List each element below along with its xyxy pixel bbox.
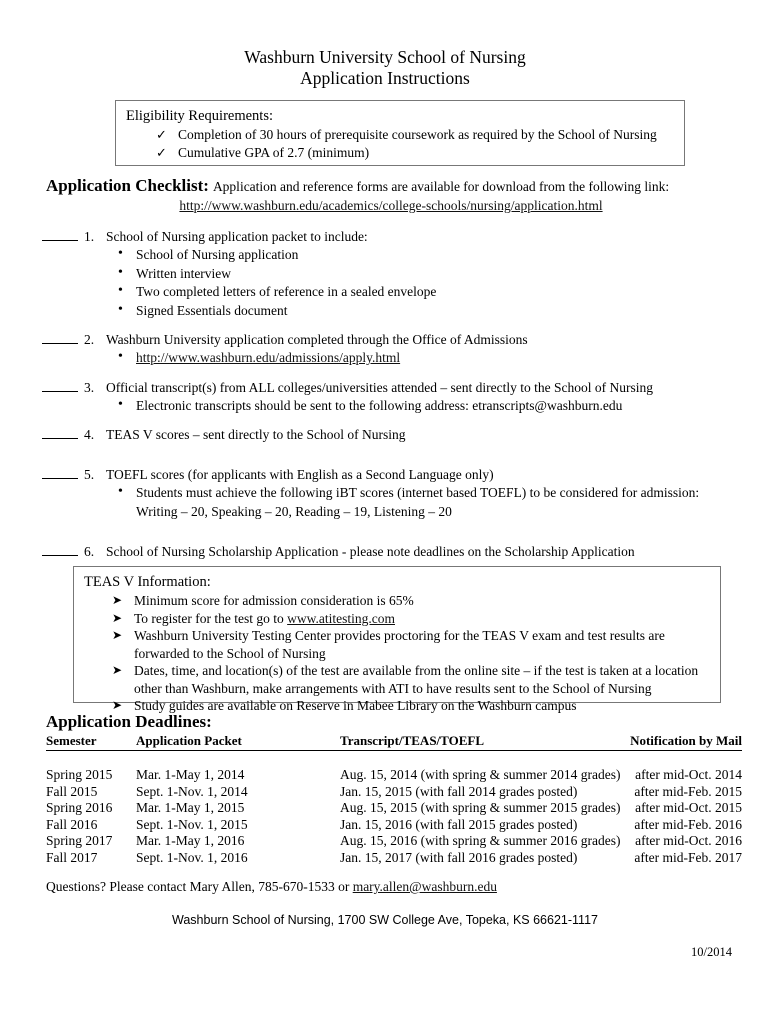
sub-item-text: Students must achieve the following iBT scores (internet based TOEFL) to be considered for admission: (136, 485, 700, 500)
admissions-apply-link[interactable]: http://www.washburn.edu/admissions/apply.html (136, 350, 401, 365)
arrow-icon: ➤ (112, 610, 123, 625)
list-item (42, 246, 742, 265)
item-text: Washburn University application completed through the Office of Admissions (106, 332, 528, 347)
application-checklist-header (46, 176, 736, 213)
spacer (42, 455, 742, 466)
checklist-item-4 (42, 426, 742, 444)
table-row (46, 767, 742, 784)
teas-heading: TEAS V Information: (84, 574, 211, 590)
spacer (42, 521, 742, 532)
sub-list (42, 484, 742, 521)
bullet-icon: • (118, 301, 123, 317)
list-item (126, 144, 674, 162)
column-header-transcript: Transcript/TEAS/TOEFL (340, 733, 630, 751)
cell-packet: Sept. 1-Nov. 1, 2015 (136, 816, 248, 832)
checklist-item-line (42, 466, 742, 484)
list-item (42, 302, 742, 321)
bullet-icon: • (118, 484, 123, 499)
sub-item-continuation: Writing – 20, Speaking – 20, Reading – 19, Listening – 20 (136, 503, 452, 519)
cell-packet: Sept. 1-Nov. 1, 2016 (136, 849, 248, 865)
bullet-icon: • (118, 396, 123, 412)
cell-semester: Fall 2015 (46, 783, 98, 799)
deadlines-title: Application Deadlines: (46, 712, 212, 731)
cell-semester: Fall 2016 (46, 816, 98, 832)
checklist-item-line (42, 228, 742, 246)
teas-item-text: Study guides are available on Reserve in Mabee Library on the Washburn campus (134, 698, 577, 713)
item-text: School of Nursing Scholarship Application - please note deadlines on the Scholarship Application (106, 544, 635, 559)
table-header-row (46, 733, 742, 751)
teas-item-continuation: other than Washburn, make arrangements with ATI to have results sent to the School of Nursing (134, 680, 652, 696)
list-item (42, 349, 742, 368)
atitesting-link[interactable]: www.atitesting.com (287, 610, 395, 626)
table-row (46, 850, 742, 867)
sub-item-text: Two completed letters of reference in a sealed envelope (136, 284, 437, 299)
table-row (46, 784, 742, 801)
bullet-icon: • (118, 349, 123, 364)
eligibility-list (126, 126, 674, 161)
bullet-icon: • (118, 264, 123, 280)
application-form-link[interactable]: http://www.washburn.edu/academics/college-schools/nursing/application.html (179, 198, 603, 213)
checklist-item-2 (42, 331, 742, 368)
sub-item-text: Electronic transcripts should be sent to the following address: etranscripts@washburn.edu (136, 397, 623, 413)
teas-item-continuation: forwarded to the School of Nursing (134, 645, 326, 661)
list-item (84, 662, 710, 697)
arrow-icon: ➤ (112, 698, 123, 712)
sub-item-text: Signed Essentials document (136, 302, 288, 318)
eligibility-heading: Eligibility Requirements: (126, 108, 273, 124)
checkoff-blank[interactable] (42, 391, 78, 392)
column-header-application-packet: Application Packet (136, 733, 340, 751)
cell-notification: after mid-Oct. 2014 (635, 767, 742, 782)
sub-item-text: Written interview (136, 265, 232, 281)
spacer (42, 532, 742, 543)
column-header-semester: Semester (46, 733, 136, 751)
column-header-notification: Notification by Mail (630, 733, 742, 751)
table-spacer-row (46, 751, 742, 768)
checklist-items (42, 228, 742, 561)
cell-transcript: Jan. 15, 2016 (with fall 2015 grades posted) (340, 816, 578, 832)
teas-item-text: Dates, time, and location(s) of the test are available from the online site – if the test is taken at a location (134, 663, 699, 678)
cell-notification: after mid-Feb. 2017 (634, 849, 742, 865)
table-row (46, 800, 742, 817)
teas-information-box (73, 566, 721, 713)
list-item (42, 265, 742, 284)
list-item (42, 397, 742, 416)
check-icon: ✓ (156, 144, 167, 160)
checklist-intro: Application and reference forms are available for download from the following link: (212, 179, 670, 194)
revision-date: 10/2014 (691, 945, 732, 959)
list-item (42, 283, 742, 302)
item-number: 6. (84, 544, 95, 559)
spacer (42, 368, 742, 379)
checkoff-blank[interactable] (42, 343, 78, 344)
list-item (42, 484, 742, 521)
cell-transcript: Aug. 15, 2016 (with spring & summer 2016 grades) (340, 833, 621, 849)
page-title (0, 0, 770, 89)
item-text: TEAS V scores – sent directly to the School of Nursing (106, 427, 406, 442)
cell-packet: Mar. 1-May 1, 2016 (136, 833, 245, 849)
spacer (42, 415, 742, 426)
cell-notification: after mid-Feb. 2016 (634, 816, 742, 832)
questions-line (46, 879, 497, 895)
list-item (84, 610, 710, 628)
spacer (42, 444, 742, 455)
cell-semester: Spring 2016 (46, 800, 113, 816)
teas-item-text: To register for the test go to (134, 610, 288, 626)
cell-semester: Spring 2015 (46, 767, 113, 782)
item-text: TOEFL scores (for applicants with English as a Second Language only) (106, 467, 494, 482)
arrow-icon: ➤ (112, 628, 123, 642)
teas-item-text: Minimum score for admission consideration is 65% (134, 593, 414, 608)
bullet-icon: • (118, 283, 123, 298)
arrow-icon: ➤ (112, 663, 123, 677)
sub-item-text: School of Nursing application (136, 247, 299, 262)
eligibility-item-text: Completion of 30 hours of prerequisite coursework as required by the School of Nursing (178, 127, 657, 142)
arrow-icon: ➤ (112, 593, 123, 607)
list-item (84, 592, 710, 610)
checkoff-blank[interactable] (42, 438, 78, 439)
cell-packet: Mar. 1-May 1, 2015 (136, 800, 245, 816)
contact-email-link[interactable]: mary.allen@washburn.edu (352, 879, 497, 894)
checklist-label: Application Checklist: (46, 176, 209, 195)
sub-list (42, 246, 742, 320)
cell-notification: after mid-Oct. 2016 (635, 833, 742, 849)
checklist-item-line (42, 379, 742, 397)
sub-list (42, 397, 742, 416)
item-number: 1. (84, 229, 95, 244)
checklist-item-line (42, 426, 742, 444)
checkoff-blank[interactable] (42, 555, 78, 556)
cell-notification: after mid-Feb. 2015 (634, 783, 742, 799)
item-number: 2. (84, 332, 95, 347)
item-number: 3. (84, 379, 95, 395)
checklist-item-5 (42, 466, 742, 521)
checklist-item-3 (42, 379, 742, 416)
cell-transcript: Jan. 15, 2017 (with fall 2016 grades posted) (340, 849, 578, 865)
table-row (46, 833, 742, 850)
list-item (84, 627, 710, 662)
teas-list (84, 592, 710, 715)
title-line-1: Washburn University School of Nursing (244, 47, 526, 67)
deadlines-table (46, 733, 742, 867)
check-icon: ✓ (156, 127, 167, 142)
cell-semester: Spring 2017 (46, 833, 113, 849)
checklist-item-1 (42, 228, 742, 320)
checklist-item-6 (42, 543, 742, 561)
checkoff-blank[interactable] (42, 240, 78, 241)
cell-notification: after mid-Oct. 2015 (635, 800, 742, 816)
cell-packet: Sept. 1-Nov. 1, 2014 (136, 783, 248, 799)
item-number: 4. (84, 427, 95, 442)
cell-transcript: Aug. 15, 2014 (with spring & summer 2014 grades) (340, 767, 621, 782)
checklist-item-line (42, 543, 742, 561)
cell-packet: Mar. 1-May 1, 2014 (136, 767, 245, 782)
title-line-2: Application Instructions (300, 68, 470, 88)
item-number: 5. (84, 467, 95, 482)
eligibility-item-text: Cumulative GPA of 2.7 (minimum) (178, 144, 370, 160)
bullet-icon: • (118, 246, 123, 261)
list-item (126, 126, 674, 144)
table-row (46, 817, 742, 834)
spacer (42, 320, 742, 331)
checklist-item-line (42, 331, 742, 349)
school-address: Washburn School of Nursing, 1700 SW College Ave, Topeka, KS 66621-1117 (172, 913, 598, 927)
item-text: School of Nursing application packet to include: (106, 229, 368, 244)
eligibility-requirements-box (115, 100, 685, 166)
sub-list (42, 349, 742, 368)
cell-transcript: Jan. 15, 2015 (with fall 2014 grades posted) (340, 783, 578, 799)
cell-semester: Fall 2017 (46, 849, 98, 865)
teas-item-text: Washburn University Testing Center provides proctoring for the TEAS V exam and test results are (134, 628, 665, 643)
questions-text: Questions? Please contact Mary Allen, 785-670-1533 or (46, 879, 353, 894)
cell-transcript: Aug. 15, 2015 (with spring & summer 2015 grades) (340, 800, 621, 816)
item-text: Official transcript(s) from ALL colleges/universities attended – sent directly to the School of Nursing (106, 379, 653, 395)
checklist-url-line (46, 198, 736, 214)
checkoff-blank[interactable] (42, 478, 78, 479)
